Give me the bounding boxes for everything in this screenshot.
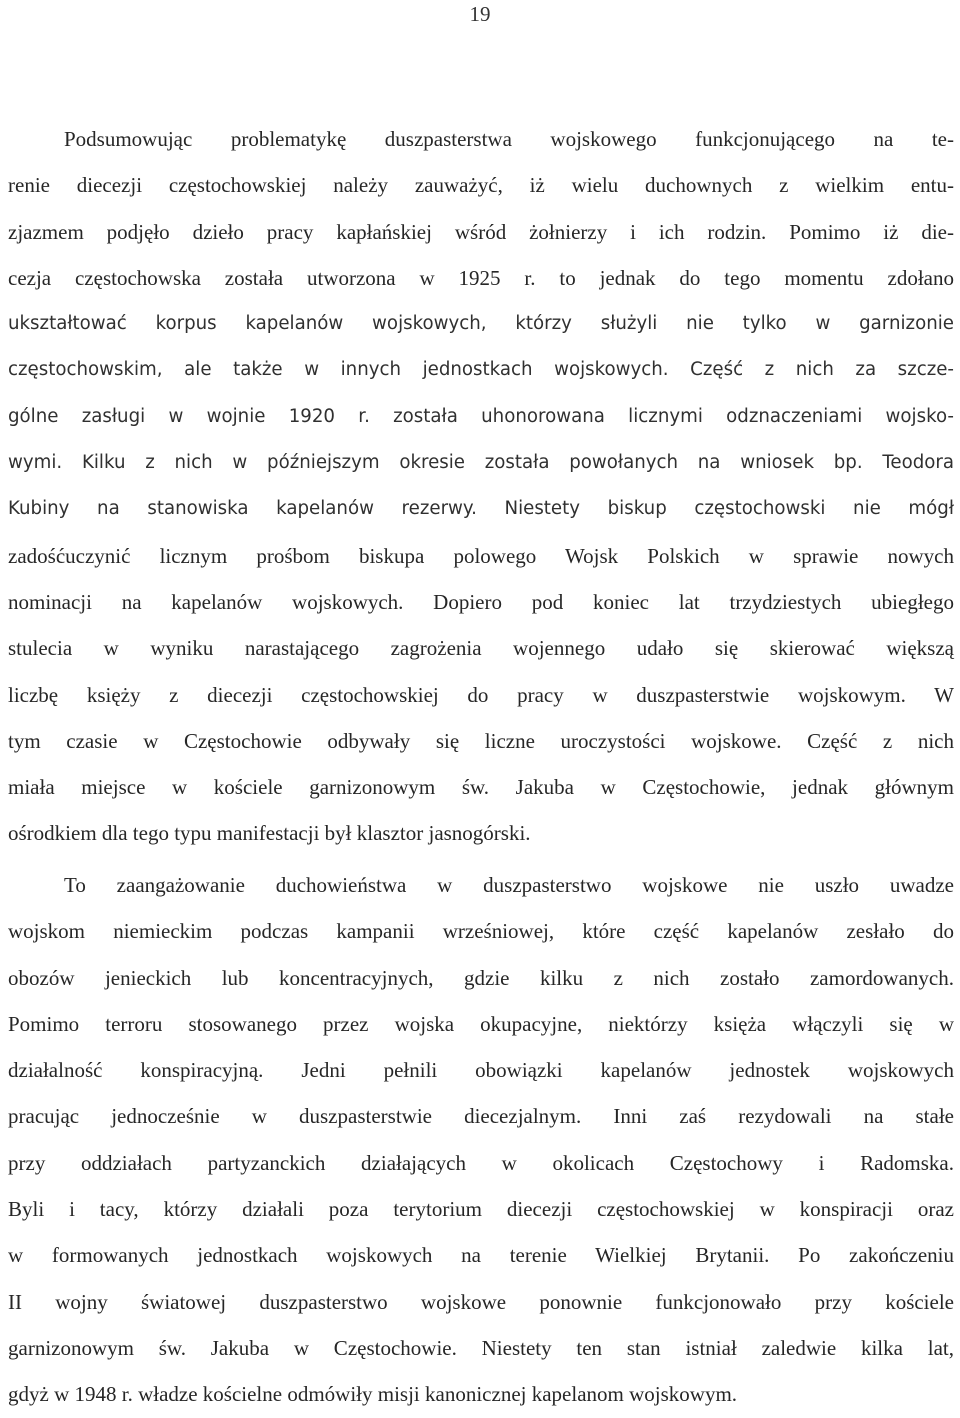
text-line: cezja częstochowska została utworzona w 1925 r. to jednak do tego momentu zdołano [8, 265, 954, 290]
text-line: nominacji na kapelanów wojskowych. Dopiero pod koniec lat trzydziestych ubiegłego [8, 589, 954, 614]
text-line: tym czasie w Częstochowie odbywały się liczne uroczystości wojskowe. Część z nich [8, 728, 954, 753]
text-line: stulecia w wyniku narastającego zagrożenia wojennego udało się skierować większą [8, 636, 954, 661]
text-line: zadośćuczynić licznym prośbom biskupa polowego Wojsk Polskich w sprawie nowych [8, 543, 954, 568]
text-line: Byli i tacy, którzy działali poza terytorium diecezji częstochowskiej w konspiracji oraz [8, 1197, 954, 1222]
text-line: Kubiny na stanowiska kapelanów rezerwy. Niestety biskup częstochowski nie mógł [8, 498, 954, 520]
text-line: gólne zasługi w wojnie 1920 r. została uhonorowana licznymi odznaczeniami wojsko- [8, 405, 954, 427]
text-line: przy oddziałach partyzanckich działających w okolicach Częstochowy i Radomska. [8, 1150, 954, 1175]
text-line: To zaangażowanie duchowieństwa w duszpasterstwo wojskowe nie uszło uwadze [64, 873, 954, 897]
text-line: obozów jenieckich lub koncentracyjnych, gdzie kilku z nich zostało zamordowanych. [8, 965, 954, 990]
text-line: garnizonowym św. Jakuba w Częstochowie. Niestety ten stan istniał zaledwie kilka lat, [8, 1335, 954, 1360]
text-line: w formowanych jednostkach wojskowych na terenie Wielkiej Brytanii. Po zakończeniu [8, 1243, 954, 1268]
text-line: działalność konspiracyjną. Jedni pełnili obowiązki kapelanów jednostek wojskowych [8, 1058, 954, 1083]
text-line: liczbę księży z diecezji częstochowskiej do pracy w duszpasterstwie wojskowym. W [8, 682, 954, 707]
text-line: wojskom niemieckim podczas kampanii wrześniowej, które część kapelanów zesłało do [8, 919, 954, 944]
paragraph-2 [8, 862, 954, 1418]
text-line: ukształtować korpus kapelanów wojskowych, którzy służyli nie tylko w garnizonie [8, 313, 954, 335]
text-line: gdyż w 1948 r. władze kościelne odmówiły misji kanonicznej kapelanom wojskowym. [8, 1382, 738, 1407]
text-line: Pomimo terroru stosowanego przez wojska okupacyjne, niektórzy księża włączyli się w [8, 1011, 954, 1036]
page-number: 19 [469, 2, 491, 26]
text-line: renie diecezji częstochowskiej należy zauważyć, iż wielu duchownych z wielkim entu- [8, 173, 954, 198]
text-line: pracując jednocześnie w duszpasterstwie diecezjalnym. Inni zaś rezydowali na stałe [8, 1104, 954, 1129]
text-line: wymi. Kilku z nich w późniejszym okresie została powołanych na wniosek bp. Teodora [8, 452, 954, 474]
paragraph-1 [8, 116, 954, 857]
text-line: Podsumowując problematykę duszpasterstwa wojskowego funkcjonującego na te- [64, 127, 954, 151]
text-line: miała miejsce w kościele garnizonowym św. Jakuba w Częstochowie, jednak głównym [8, 775, 954, 800]
text-line: zjazmem podjęło dzieło pracy kapłańskiej wśród żołnierzy i ich rodzin. Pomimo iż die- [8, 219, 954, 244]
text-line: częstochowskim, ale także w innych jednostkach wojskowych. Część z nich za szcze- [8, 359, 954, 381]
text-line: ośrodkiem dla tego typu manifestacji był klasztor jasnogórski. [8, 821, 531, 846]
text-line: II wojny światowej duszpasterstwo wojskowe ponownie funkcjonowało przy kościele [8, 1289, 954, 1314]
